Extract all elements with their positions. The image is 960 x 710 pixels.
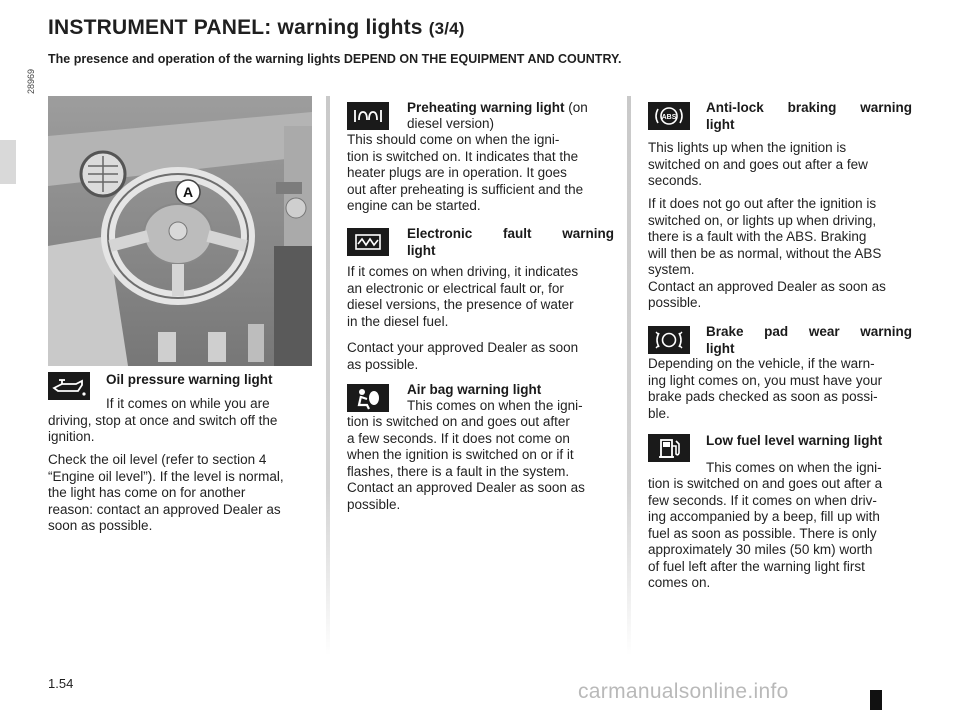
- airbag-paragraph: tion is switched on and goes out after a few seconds. If it does not come on when the ignition is switched on or if it flashes, there is a fault in the system. Contact an approved Dealer as soon as possible.: [347, 414, 585, 512]
- brake-pad-paragraph: Depending on the vehicle, if the warn- ing light comes on, you must have your brake pads checked as soon as possi- ble.: [648, 356, 883, 421]
- electronic-fault-paragraph-2: Contact your approved Dealer as soon as possible.: [347, 340, 579, 372]
- electronic-fault-paragraph-1: If it comes on when driving, it indicates an electronic or electrical fault or, for diesel versions, the presence of water in the diesel fuel.: [347, 264, 579, 329]
- corner-mark: [870, 690, 882, 710]
- oil-pressure-heading: Oil pressure warning light: [106, 372, 273, 387]
- preheating-heading-note: (on: [568, 100, 588, 115]
- abs-paragraph-1: This lights up when the ignition is switched on and goes out after a few seconds.: [648, 140, 868, 188]
- oil-pressure-paragraph-1: If it comes on while you are driving, stop at once and switch off the ignition.: [48, 396, 278, 444]
- abs-heading: Anti-lock braking warning light: [706, 100, 912, 132]
- abs-paragraph-2: If it does not go out after the ignition is switched on, or lights up when driving, there is a fault with the ABS. Braking will then be as normal, without the ABS system. Contact an approved Dealer as soon as possible.: [648, 196, 886, 310]
- preheating-paragraph: This should come on when the igni- tion is switched on. It indicates that the heater plugs are in operation. It goes out after preheating is sufficient and the engine can be started.: [347, 132, 584, 213]
- dashboard-photo: [48, 96, 312, 366]
- brake-pad-heading: Brake pad wear warning light: [706, 324, 912, 356]
- svg-text:ABS: ABS: [661, 114, 677, 121]
- page-number: 1.54: [48, 676, 74, 691]
- fuel-pump-icon: [648, 434, 690, 462]
- section-tab: [0, 140, 16, 184]
- photo-reference-number: 28969: [26, 68, 36, 94]
- page-title: INSTRUMENT PANEL: warning lights (3/4): [48, 16, 465, 39]
- low-fuel-paragraph-line-0: This comes on when the igni-: [706, 460, 882, 475]
- brake-pad-icon: [648, 326, 690, 354]
- oil-pressure-paragraph-2: Check the oil level (refer to section 4 “Engine oil level”). If the level is normal, the light has come on for another reason: contact an approved Dealer as soon as possible.: [48, 452, 284, 533]
- page-title-suffix: (3/4): [428, 19, 465, 38]
- low-fuel-heading: Low fuel level warning light: [706, 433, 883, 448]
- column-divider-left: [326, 96, 330, 656]
- page-subtitle: The presence and operation of the warning lights DEPEND ON THE EQUIPMENT AND COUNTRY.: [48, 52, 622, 66]
- column-divider-right: [627, 96, 631, 656]
- airbag-paragraph-line-0: This comes on when the igni-: [407, 398, 583, 413]
- preheating-icon: [347, 102, 389, 130]
- photo-callout-a: A: [182, 184, 194, 200]
- low-fuel-paragraph: tion is switched on and goes out after a few seconds. If it comes on when driv- ing accompanied by a beep, fill up with fuel as soon as possible. There is only approximately 30 miles (50 km) worth of fuel left after the warning light first comes on.: [648, 476, 883, 590]
- airbag-icon: [347, 384, 389, 412]
- watermark: carmanualsonline.info: [578, 680, 789, 703]
- abs-icon: [648, 102, 690, 130]
- preheating-heading: Preheating warning light (on: [407, 100, 588, 115]
- electronic-fault-heading: Electronic fault warning light: [407, 226, 614, 258]
- airbag-heading: Air bag warning light: [407, 382, 542, 397]
- electronic-fault-icon: [347, 228, 389, 256]
- preheating-heading-line-2: diesel version): [407, 116, 495, 131]
